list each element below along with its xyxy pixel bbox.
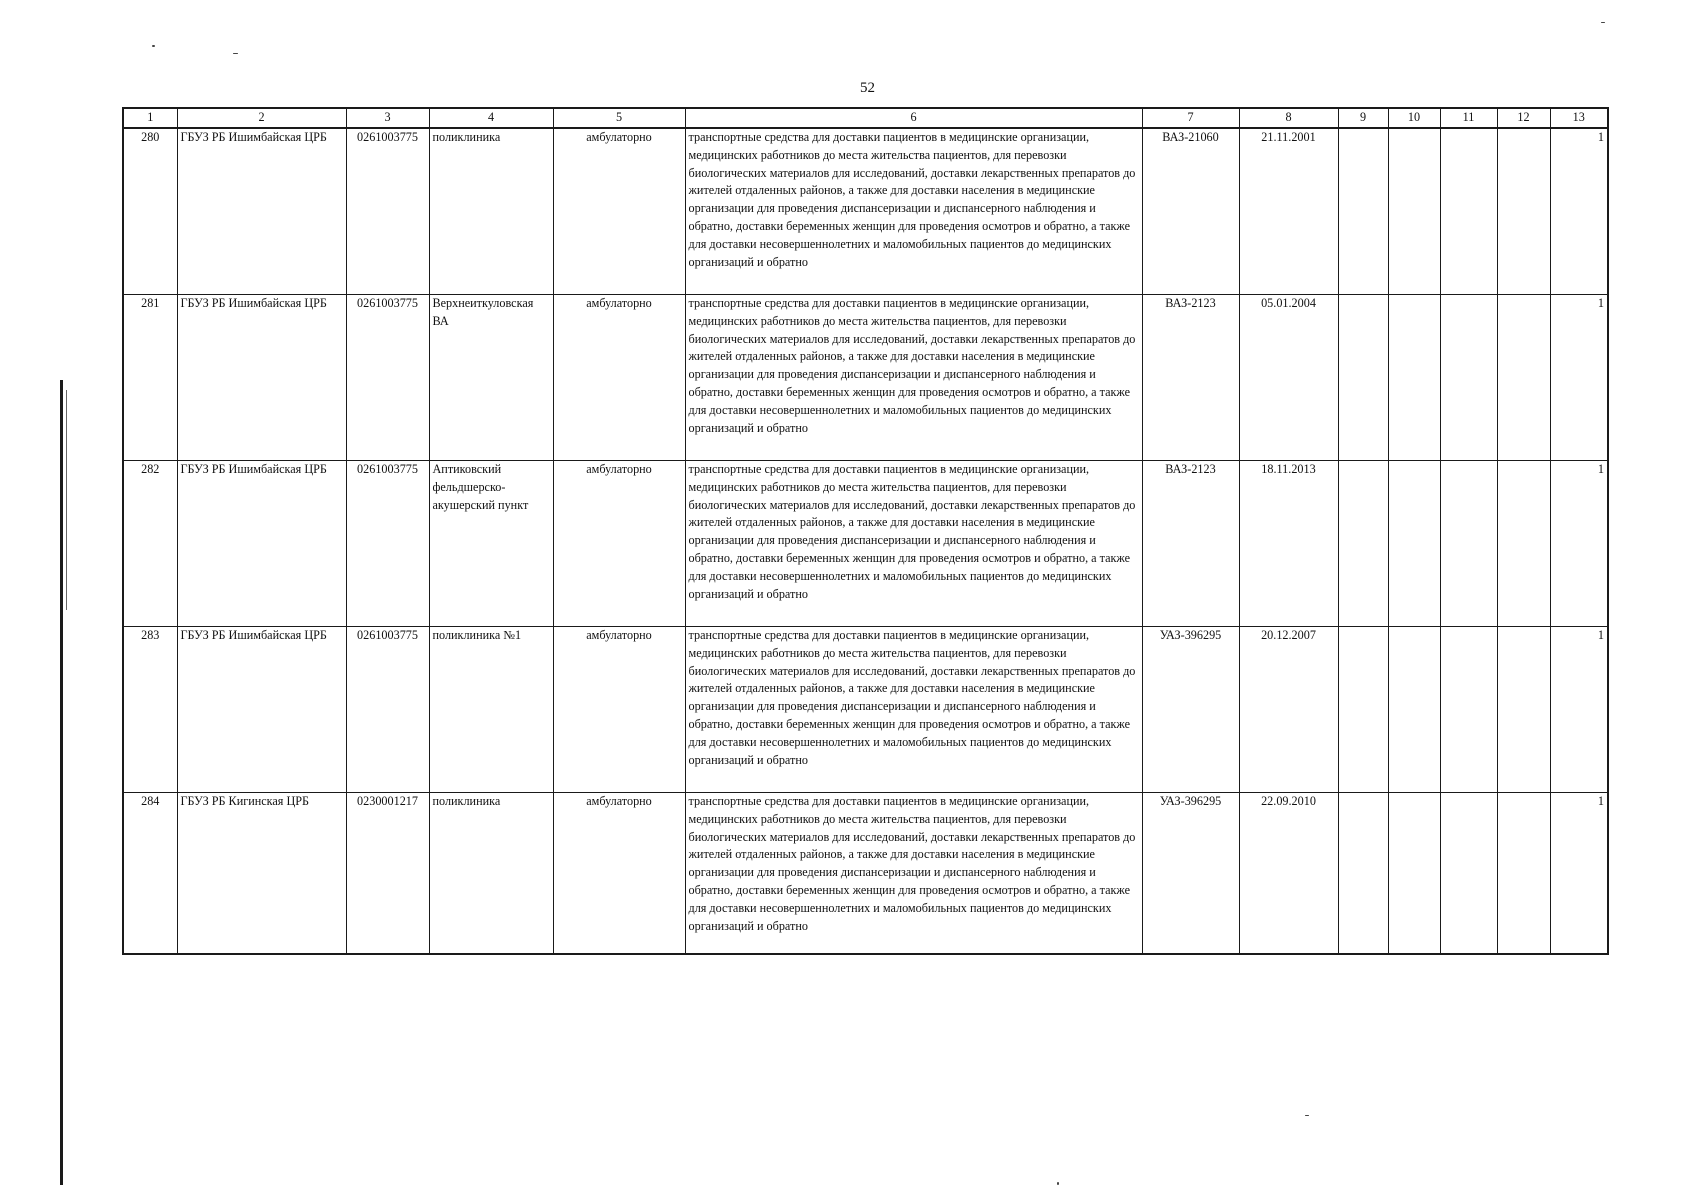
care-conditions: амбулаторно <box>553 793 685 955</box>
row-number: 281 <box>123 295 177 461</box>
column-header: 8 <box>1239 108 1338 128</box>
column-header: 13 <box>1550 108 1608 128</box>
column-10-cell <box>1388 793 1440 955</box>
column-header: 2 <box>177 108 346 128</box>
column-header: 12 <box>1497 108 1550 128</box>
vehicle-purpose: транспортные средства для доставки пациентов в медицинские организации, медицинских работников до места жительства пациентов, для перевозки биологических материалов для исследований, доставки лекарственных препаратов до жителей отдаленных районов, а также для доставки населения в медицинские организации для проведения диспансеризации и диспансерного наблюдения и обратно, доставки беременных женщин для проведения осмотров и обратно, а также для доставки несовершеннолетних и маломобильных пациентов до медицинских организаций и обратно <box>685 793 1142 955</box>
column-header: 9 <box>1338 108 1388 128</box>
column-header: 3 <box>346 108 429 128</box>
table-row <box>123 627 1608 793</box>
vehicle-model: ВАЗ-2123 <box>1142 295 1239 461</box>
vehicle-purpose: транспортные средства для доставки пациентов в медицинские организации, медицинских работников до места жительства пациентов, для перевозки биологических материалов для исследований, доставки лекарственных препаратов до жителей отдаленных районов, а также для доставки населения в медицинские организации для проведения диспансеризации и диспансерного наблюдения и обратно, доставки беременных женщин для проведения осмотров и обратно, а также для доставки несовершеннолетних и маломобильных пациентов до медицинских организаций и обратно <box>685 128 1142 295</box>
organization-name: ГБУЗ РБ Кигинская ЦРБ <box>177 793 346 955</box>
row-number: 280 <box>123 128 177 295</box>
subdivision: Аптиковский фельдшерско-акушерский пункт <box>429 461 553 627</box>
organization-code: 0261003775 <box>346 461 429 627</box>
column-10-cell <box>1388 627 1440 793</box>
scan-speck <box>1057 1182 1059 1185</box>
row-number: 282 <box>123 461 177 627</box>
organization-code: 0261003775 <box>346 128 429 295</box>
table-row <box>123 295 1608 461</box>
organization-name: ГБУЗ РБ Ишимбайская ЦРБ <box>177 295 346 461</box>
scan-speck <box>233 53 238 54</box>
column-header: 11 <box>1440 108 1497 128</box>
vehicle-date: 05.01.2004 <box>1239 295 1338 461</box>
vehicle-model: УАЗ-396295 <box>1142 627 1239 793</box>
organization-code: 0230001217 <box>346 793 429 955</box>
vehicle-date: 20.12.2007 <box>1239 627 1338 793</box>
subdivision: поликлиника <box>429 128 553 295</box>
column-11-cell <box>1440 295 1497 461</box>
vehicle-model: ВАЗ-2123 <box>1142 461 1239 627</box>
column-12-cell <box>1497 461 1550 627</box>
column-9-cell <box>1338 128 1388 295</box>
table-row <box>123 128 1608 295</box>
column-13-cell: 1 <box>1550 295 1608 461</box>
column-10-cell <box>1388 128 1440 295</box>
column-12-cell <box>1497 627 1550 793</box>
vehicle-model: ВАЗ-21060 <box>1142 128 1239 295</box>
vehicle-purpose: транспортные средства для доставки пациентов в медицинские организации, медицинских работников до места жительства пациентов, для перевозки биологических материалов для исследований, доставки лекарственных препаратов до жителей отдаленных районов, а также для доставки населения в медицинские организации для проведения диспансеризации и диспансерного наблюдения и обратно, доставки беременных женщин для проведения осмотров и обратно, а также для доставки несовершеннолетних и маломобильных пациентов до медицинских организаций и обратно <box>685 295 1142 461</box>
column-12-cell <box>1497 128 1550 295</box>
column-11-cell <box>1440 627 1497 793</box>
subdivision: поликлиника №1 <box>429 627 553 793</box>
column-11-cell <box>1440 461 1497 627</box>
column-9-cell <box>1338 627 1388 793</box>
organization-name: ГБУЗ РБ Ишимбайская ЦРБ <box>177 461 346 627</box>
column-header: 7 <box>1142 108 1239 128</box>
table-row <box>123 461 1608 627</box>
care-conditions: амбулаторно <box>553 461 685 627</box>
care-conditions: амбулаторно <box>553 128 685 295</box>
register-table <box>122 107 1609 955</box>
vehicle-purpose: транспортные средства для доставки пациентов в медицинские организации, медицинских работников до места жительства пациентов, для перевозки биологических материалов для исследований, доставки лекарственных препаратов до жителей отдаленных районов, а также для доставки населения в медицинские организации для проведения диспансеризации и диспансерного наблюдения и обратно, доставки беременных женщин для проведения осмотров и обратно, а также для доставки несовершеннолетних и маломобильных пациентов до медицинских организаций и обратно <box>685 627 1142 793</box>
vehicle-date: 21.11.2001 <box>1239 128 1338 295</box>
column-12-cell <box>1497 295 1550 461</box>
column-13-cell: 1 <box>1550 627 1608 793</box>
column-13-cell: 1 <box>1550 128 1608 295</box>
scan-speck <box>1601 22 1605 23</box>
organization-code: 0261003775 <box>346 627 429 793</box>
care-conditions: амбулаторно <box>553 627 685 793</box>
scan-edge-line-thin <box>66 390 67 610</box>
page-number: 52 <box>860 80 875 96</box>
organization-code: 0261003775 <box>346 295 429 461</box>
column-10-cell <box>1388 295 1440 461</box>
column-12-cell <box>1497 793 1550 955</box>
column-13-cell: 1 <box>1550 793 1608 955</box>
column-header: 4 <box>429 108 553 128</box>
scan-speck <box>1305 1115 1309 1116</box>
column-11-cell <box>1440 128 1497 295</box>
organization-name: ГБУЗ РБ Ишимбайская ЦРБ <box>177 128 346 295</box>
subdivision: поликлиника <box>429 793 553 955</box>
care-conditions: амбулаторно <box>553 295 685 461</box>
scan-speck <box>152 45 155 47</box>
column-header: 1 <box>123 108 177 128</box>
row-number: 284 <box>123 793 177 955</box>
column-header: 5 <box>553 108 685 128</box>
vehicle-date: 22.09.2010 <box>1239 793 1338 955</box>
scan-edge-line <box>60 380 63 1185</box>
header-row <box>123 108 1608 128</box>
organization-name: ГБУЗ РБ Ишимбайская ЦРБ <box>177 627 346 793</box>
column-10-cell <box>1388 461 1440 627</box>
column-header: 6 <box>685 108 1142 128</box>
vehicle-date: 18.11.2013 <box>1239 461 1338 627</box>
column-9-cell <box>1338 461 1388 627</box>
column-header: 10 <box>1388 108 1440 128</box>
table-row <box>123 793 1608 955</box>
column-13-cell: 1 <box>1550 461 1608 627</box>
column-11-cell <box>1440 793 1497 955</box>
subdivision: Верхнеиткуловская ВА <box>429 295 553 461</box>
vehicle-purpose: транспортные средства для доставки пациентов в медицинские организации, медицинских работников до места жительства пациентов, для перевозки биологических материалов для исследований, доставки лекарственных препаратов до жителей отдаленных районов, а также для доставки населения в медицинские организации для проведения диспансеризации и диспансерного наблюдения и обратно, доставки беременных женщин для проведения осмотров и обратно, а также для доставки несовершеннолетних и маломобильных пациентов до медицинских организаций и обратно <box>685 461 1142 627</box>
row-number: 283 <box>123 627 177 793</box>
column-9-cell <box>1338 295 1388 461</box>
column-9-cell <box>1338 793 1388 955</box>
vehicle-model: УАЗ-396295 <box>1142 793 1239 955</box>
